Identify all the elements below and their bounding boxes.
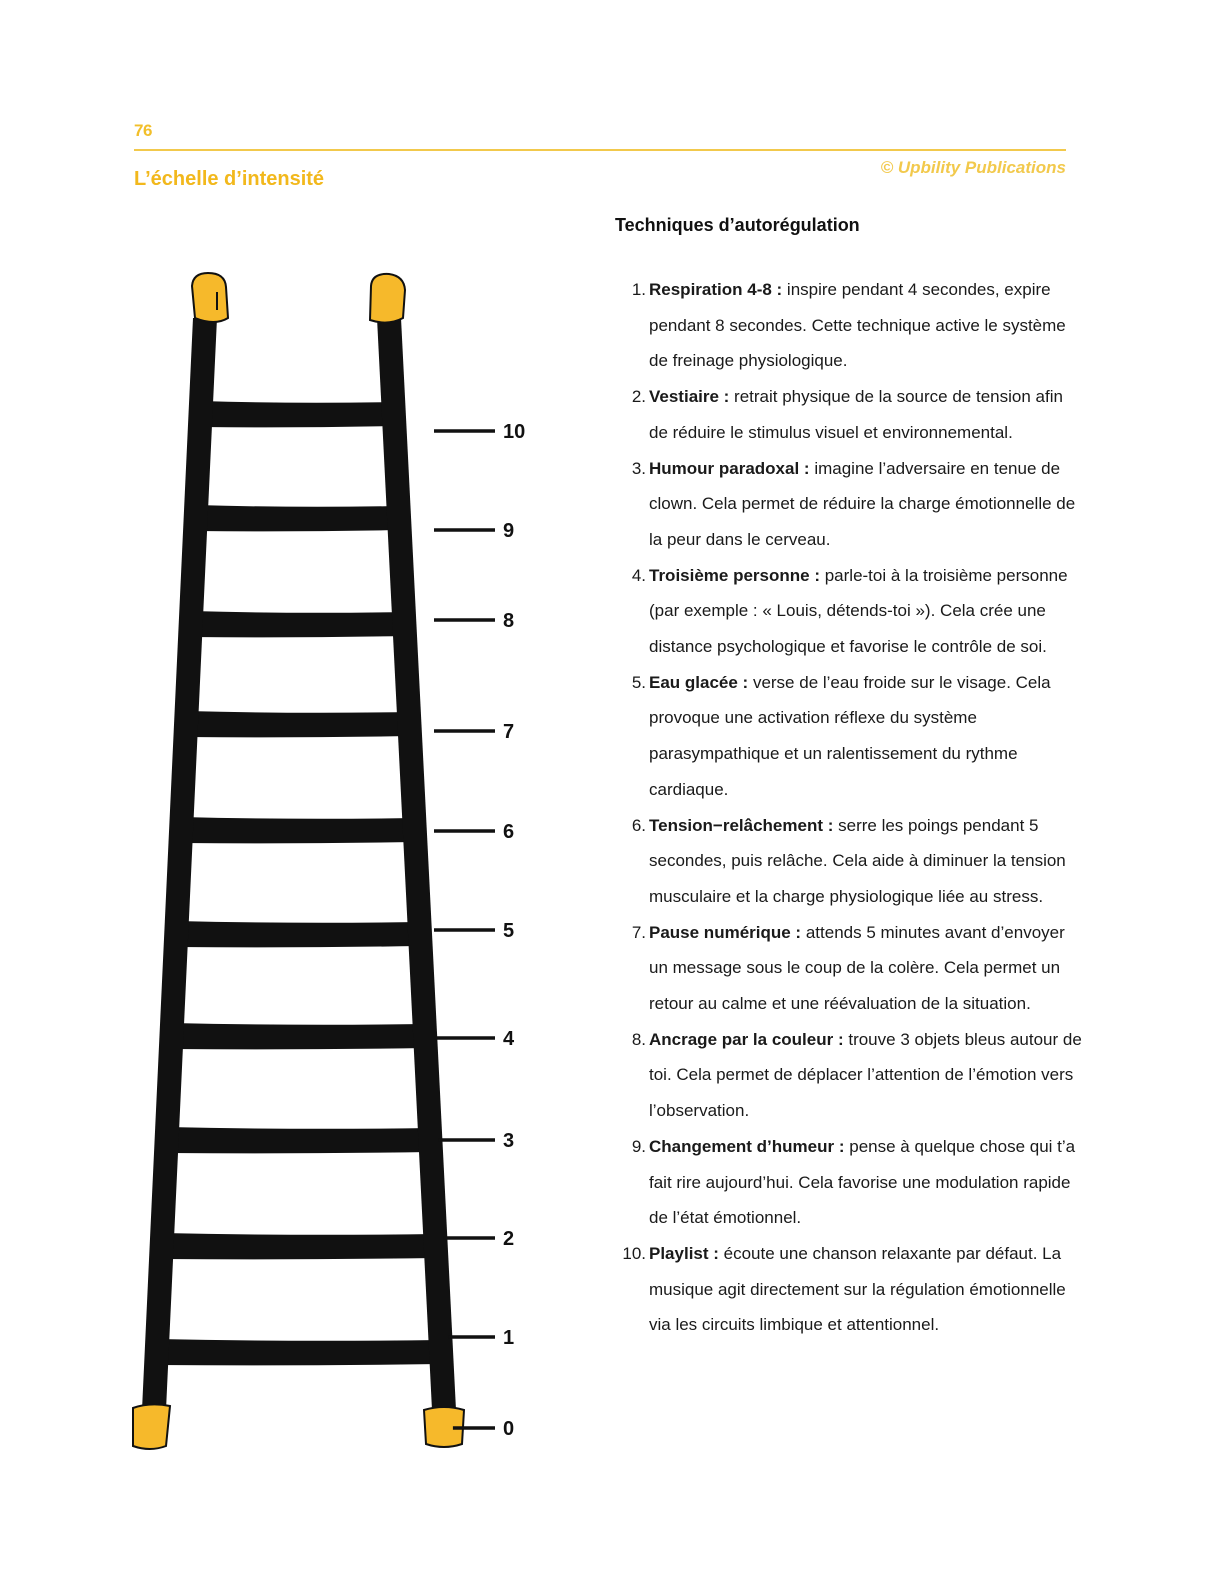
ladder-rung bbox=[167, 1127, 431, 1153]
technique-description: inspire pendant 4 secondes, expire pendant 8 secondes. Cette technique active le système de freinage physiologique. bbox=[649, 280, 1066, 371]
technique-title: Pause numérique : bbox=[649, 922, 802, 942]
scale-label: 5 bbox=[503, 920, 515, 942]
technique-description: trouve 3 objets bleus autour de toi. Cela permet de déplacer l’attention de l’émotion vers l’observation. bbox=[649, 1029, 1082, 1121]
technique-item bbox=[612, 379, 1082, 450]
scale-label: 1 bbox=[503, 1327, 515, 1349]
technique-item bbox=[612, 1022, 1082, 1129]
scale-label: 6 bbox=[503, 821, 515, 843]
technique-number: 5. bbox=[631, 672, 646, 692]
technique-number: 3. bbox=[631, 458, 646, 478]
technique-item bbox=[612, 1236, 1082, 1343]
technique-number: 6. bbox=[631, 815, 646, 835]
technique-number: 1. bbox=[631, 280, 646, 299]
technique-number: 2. bbox=[631, 387, 646, 407]
scale-label: 9 bbox=[503, 520, 515, 542]
technique-number: 4. bbox=[631, 565, 646, 585]
ladder-top-cap-left bbox=[192, 273, 228, 322]
scale-label: 2 bbox=[503, 1228, 515, 1250]
section-title: L’échelle d’intensité bbox=[134, 168, 325, 190]
technique-description: pense à quelque chose qui t’a fait rire aujourd’hui. Cela favorise une modulation rapide de l’état émotionnel. bbox=[649, 1136, 1076, 1228]
ladder-rung bbox=[157, 1339, 441, 1365]
technique-title: Eau glacée : bbox=[649, 672, 749, 692]
technique-title: Troisième personne : bbox=[649, 565, 820, 585]
technique-title: Playlist : bbox=[649, 1243, 719, 1263]
scale-label: 3 bbox=[503, 1130, 515, 1152]
scale-label: 0 bbox=[503, 1418, 515, 1440]
copyright-notice: © Upbility Publications bbox=[880, 158, 1066, 177]
ladder-rung bbox=[162, 1233, 436, 1259]
technique-title: Respiration 4-8 : bbox=[649, 280, 783, 299]
technique-item bbox=[612, 665, 1082, 808]
technique-description: verse de l’eau froide sur le visage. Cela provoque une activation réflexe du système parasympathique et un ralentissement du rythme cardiaque. bbox=[649, 672, 1051, 799]
technique-description: écoute une chanson relaxante par défaut. La musique agit directement sur la régulation émotionnelle via les circuits limbique et attentionnel. bbox=[649, 1243, 1066, 1335]
scale-label: 7 bbox=[503, 721, 515, 743]
ladder-rung bbox=[176, 921, 420, 947]
scale-label: 10 bbox=[503, 421, 526, 443]
technique-description: imagine l’adversaire en tenue de clown. Cela permet de réduire la charge émotionnelle de la peur dans le cerveau. bbox=[649, 458, 1076, 549]
ladder-rung bbox=[196, 505, 399, 531]
technique-title: Ancrage par la couleur : bbox=[649, 1029, 844, 1049]
scale-label: 8 bbox=[503, 610, 515, 632]
page-number: 76 bbox=[134, 121, 152, 140]
technique-title: Changement d’humeur : bbox=[649, 1136, 845, 1156]
technique-item bbox=[612, 915, 1082, 1022]
technique-number: 10. bbox=[622, 1243, 646, 1263]
technique-number: 8. bbox=[631, 1029, 646, 1049]
scale-label: 4 bbox=[503, 1028, 515, 1050]
technique-number: 7. bbox=[631, 922, 646, 942]
technique-description: parle-toi à la troisième personne (par exemple : « Louis, détends-toi »). Cela crée une distance psychologique et favorise le contrôle de soi. bbox=[649, 565, 1068, 657]
technique-title: Vestiaire : bbox=[649, 387, 730, 407]
technique-item bbox=[612, 272, 1082, 379]
technique-title: Tension−relâchement : bbox=[649, 815, 834, 835]
technique-description: serre les poings pendant 5 secondes, puis relâche. Cela aide à diminuer la tension musculaire et la charge physiologique liée au stress. bbox=[649, 815, 1066, 906]
ladder-rung bbox=[191, 611, 405, 637]
ladder-top-cap-right bbox=[370, 274, 405, 323]
ladder-rung bbox=[201, 401, 394, 427]
technique-description: retrait physique de la source de tension afin de réduire le stimulus visuel et environnemental. bbox=[649, 387, 1063, 442]
ladder-foot-left bbox=[133, 1404, 170, 1449]
technique-item bbox=[612, 808, 1082, 915]
ladder-rung bbox=[171, 1023, 425, 1049]
technique-number: 9. bbox=[631, 1136, 646, 1156]
technique-item bbox=[612, 558, 1082, 665]
ladder-rung bbox=[181, 817, 415, 843]
ladder-frame bbox=[133, 273, 464, 1449]
techniques-heading: Techniques d’autorégulation bbox=[615, 215, 860, 235]
ladder-rung bbox=[186, 711, 409, 737]
techniques-list bbox=[612, 272, 1082, 1343]
technique-item bbox=[612, 1129, 1082, 1236]
technique-description: attends 5 minutes avant d’envoyer un message sous le coup de la colère. Cela permet un retour au calme et une réévaluation de la situation. bbox=[649, 922, 1065, 1014]
technique-item bbox=[612, 451, 1082, 558]
technique-title: Humour paradoxal : bbox=[649, 458, 810, 478]
